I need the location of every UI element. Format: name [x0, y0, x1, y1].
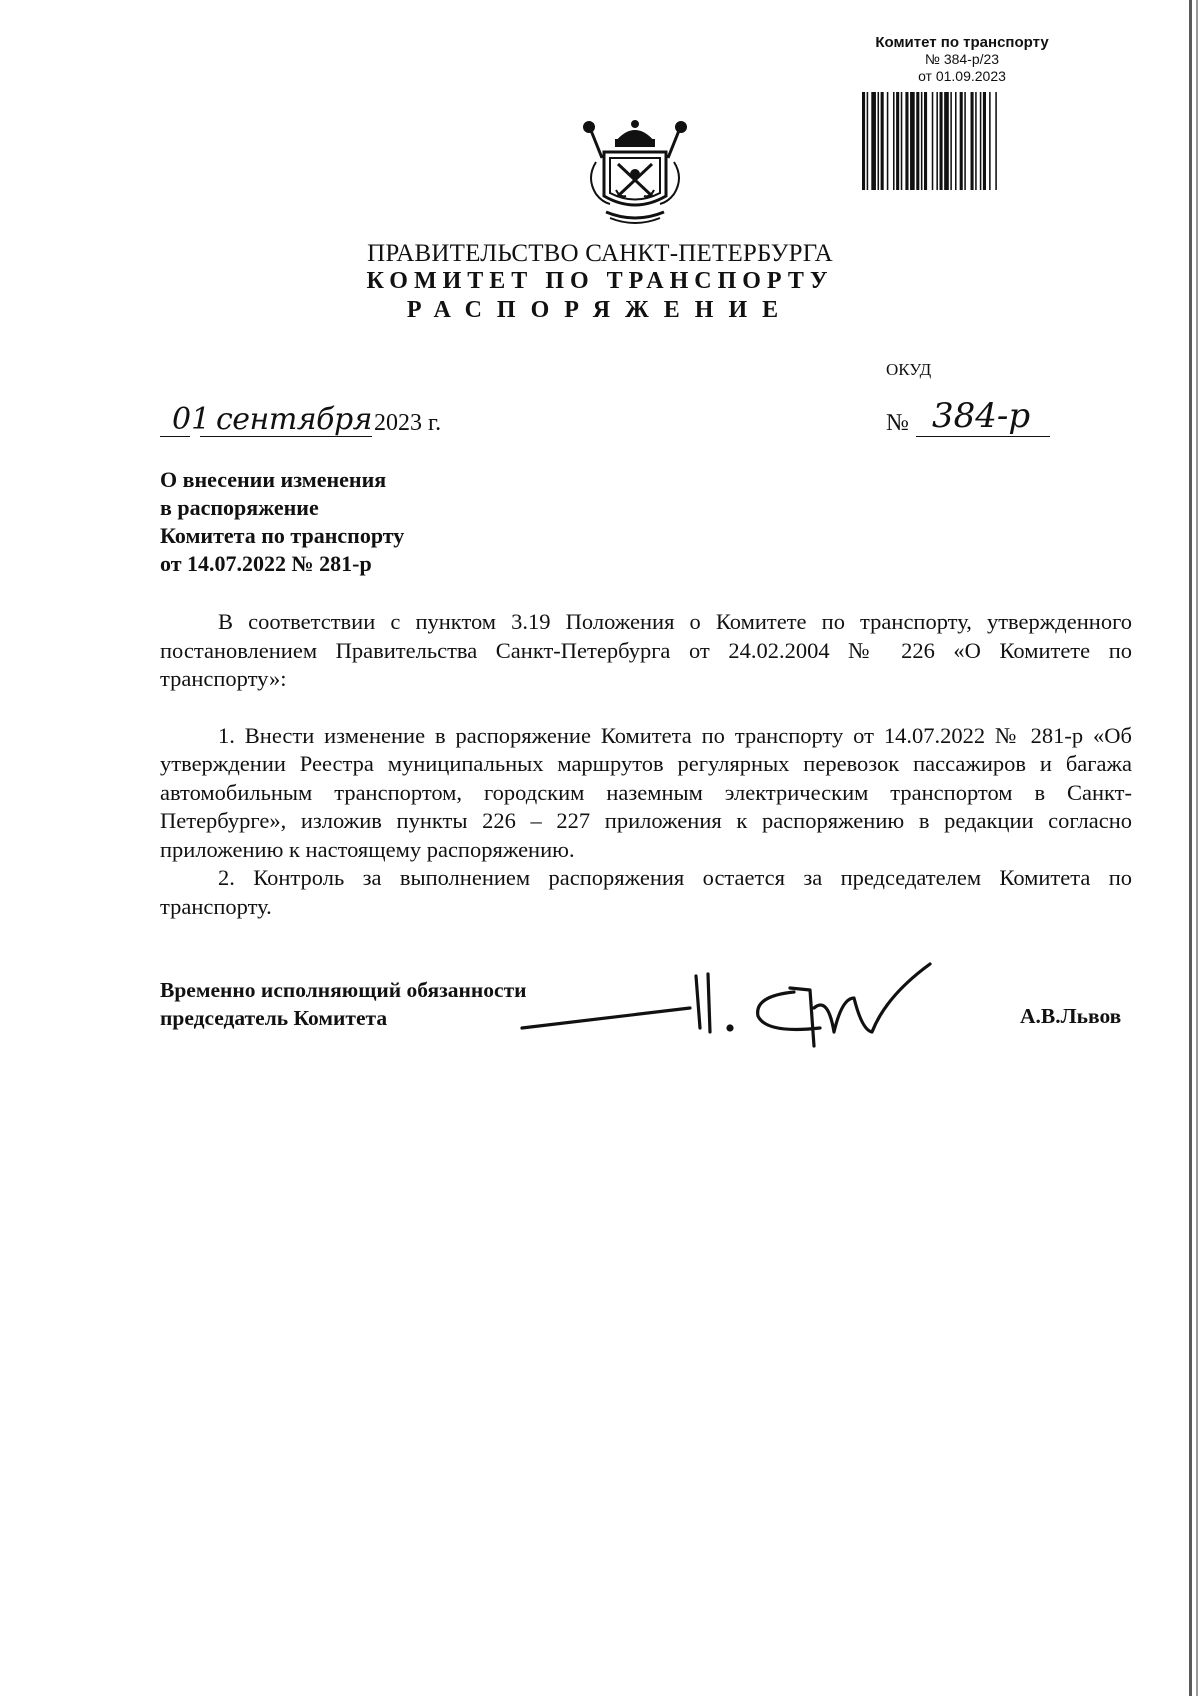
barcode-bar	[862, 92, 865, 190]
barcode	[860, 92, 1064, 190]
barcode-bar	[955, 92, 957, 190]
item-1-paragraph: 1. Внести изменение в распоряжение Комитета по транспорту от 14.07.2022 № 281-р «Об утверждении Реестра муниципальных маршрутов регулярных перевозок пассажиров и багажа автомобильным транспортом, городским наземным электрическим транспортом в Санкт-Петербурге», изложив пункты 226 – 227 приложения к распоряжению в редакции согласно приложению к настоящему распоряжению.	[160, 722, 1132, 862]
preamble-paragraph: В соответствии с пунктом 3.19 Положения о Комитете по транспорту, утвержденного постановлением Правительства Санкт-Петербурга от 24.02.2004 № 226 «О Комитете по транспорту»:	[160, 609, 1132, 691]
barcode-bar	[881, 92, 884, 190]
barcode-bar	[887, 92, 889, 190]
barcode-bar	[975, 92, 977, 190]
stamp-org: Комитет по транспорту	[875, 34, 1049, 51]
barcode-bar	[905, 92, 908, 190]
handwritten-signature	[510, 958, 1030, 1048]
position-line: председатель Комитета	[160, 1006, 388, 1030]
barcode-bar	[871, 92, 876, 190]
barcode-bar	[867, 92, 869, 190]
number-symbol: №	[886, 410, 909, 436]
subject-line: О внесении изменения	[160, 467, 387, 492]
document-number	[886, 396, 1056, 442]
barcode-bar	[896, 92, 899, 190]
subject-line: Комитета по транспорту	[160, 523, 405, 548]
barcode-bar	[916, 92, 919, 190]
document-date	[160, 402, 460, 442]
subject-line: от 14.07.2022 № 281-р	[160, 551, 372, 576]
barcode-bar	[989, 92, 991, 190]
registration-stamp	[858, 34, 1066, 85]
barcode-bar	[964, 92, 966, 190]
barcode-bar	[960, 92, 963, 190]
barcode-bar	[921, 92, 923, 190]
okud-label: ОКУД	[886, 360, 932, 379]
government-title: ПРАВИТЕЛЬСТВО САНКТ-ПЕТЕРБУРГА	[367, 240, 833, 267]
document-body	[160, 608, 1132, 921]
handwritten-month: сентября	[216, 402, 373, 437]
document-type: РАСПОРЯЖЕНИЕ	[406, 297, 794, 323]
barcode-bar	[940, 92, 943, 190]
committee-title: КОМИТЕТ ПО ТРАНСПОРТУ	[366, 268, 834, 294]
position-line: Временно исполняющий обязанности	[160, 978, 527, 1002]
date-year: 2023 г.	[374, 410, 442, 436]
document-subject	[160, 466, 404, 578]
barcode-bar	[878, 92, 880, 190]
handwritten-day: 01	[172, 402, 211, 437]
barcode-bar	[980, 92, 982, 190]
coat-of-arms-icon	[580, 118, 690, 228]
subject-line: в распоряжение	[160, 495, 319, 520]
number-underline	[916, 436, 1050, 437]
signatory-name: А.В.Львов	[1020, 1004, 1122, 1028]
barcode-bar	[924, 92, 927, 190]
signatory-position	[160, 976, 527, 1032]
stamp-reg-date: от 01.09.2023	[918, 68, 1006, 84]
barcode-bar	[936, 92, 938, 190]
handwritten-number: 384-р	[932, 396, 1031, 436]
barcode-bar	[995, 92, 997, 190]
stamp-reg-number: № 384-р/23	[924, 51, 1000, 67]
barcode-bar	[971, 92, 974, 190]
barcode-bar	[950, 92, 952, 190]
item-2-paragraph: 2. Контроль за выполнением распоряжения остается за председателем Комитета по транспорту.	[160, 865, 1132, 919]
barcode-bar	[944, 92, 949, 190]
barcode-bar	[901, 92, 903, 190]
barcode-bar	[983, 92, 986, 190]
barcode-bar	[893, 92, 895, 190]
barcode-bar	[932, 92, 934, 190]
barcode-bar	[910, 92, 915, 190]
